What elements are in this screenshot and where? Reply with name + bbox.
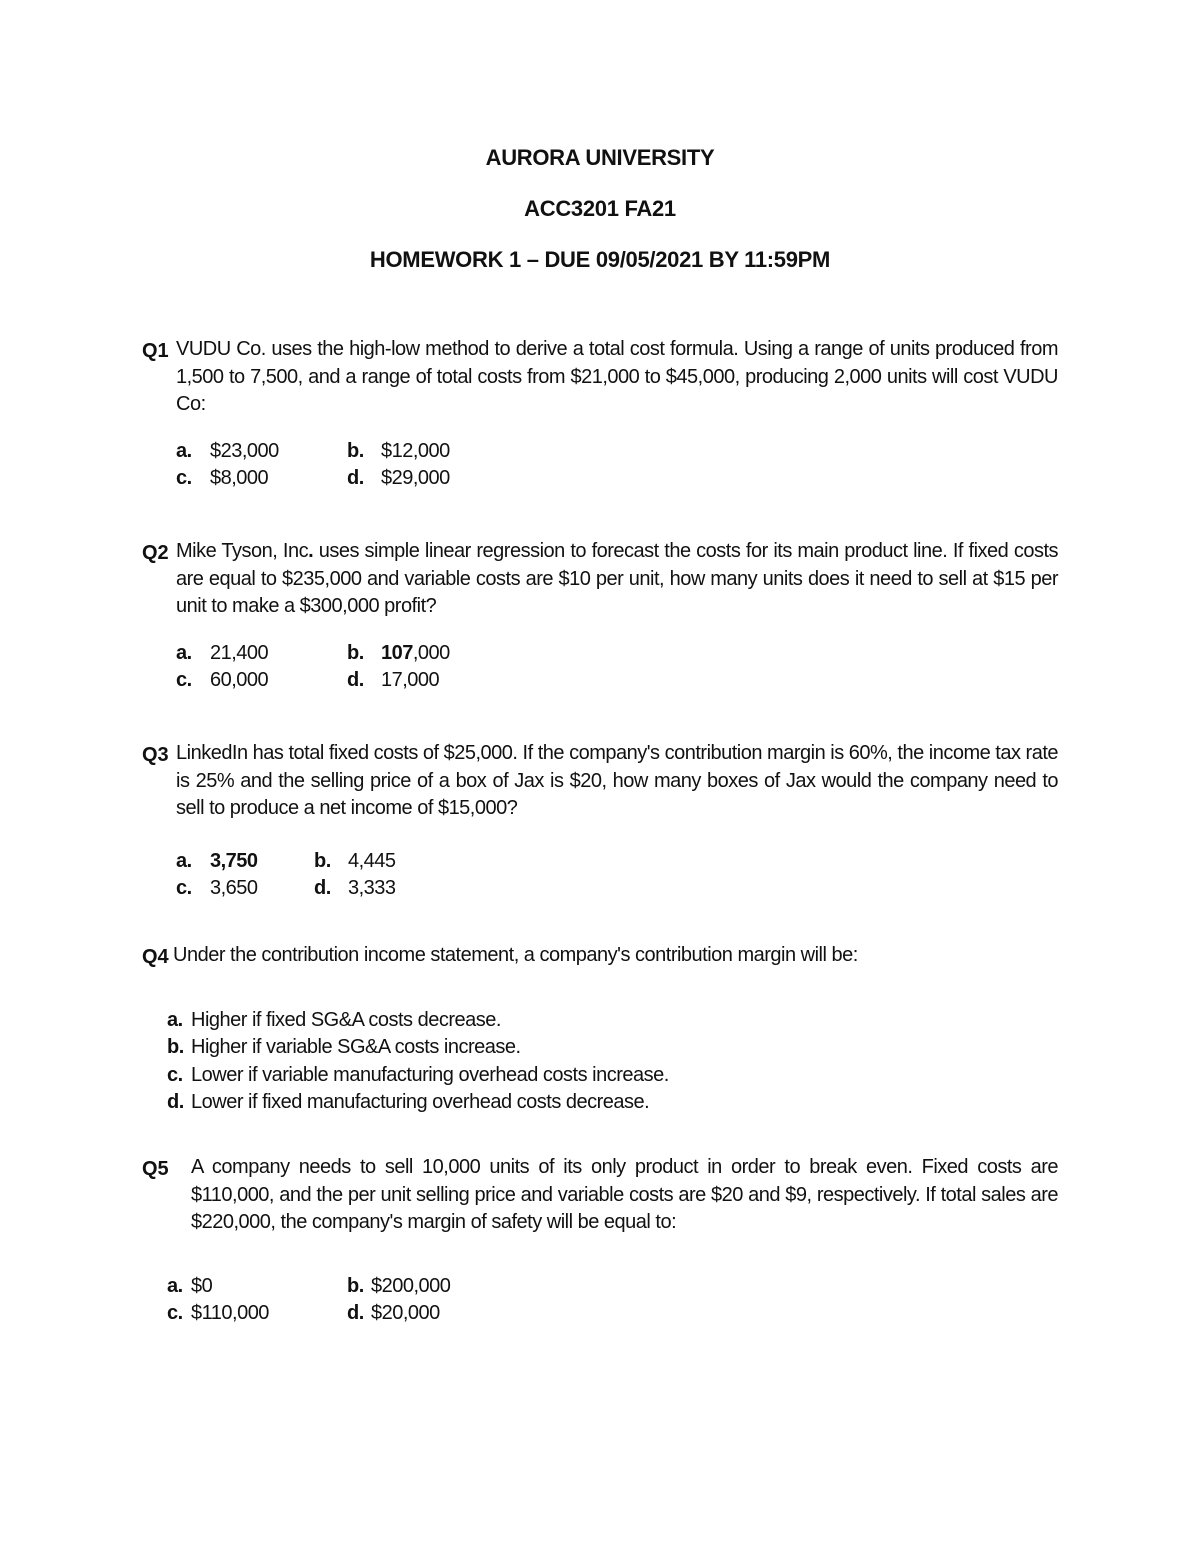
option-value: Higher if fixed SG&A costs decrease. xyxy=(191,1009,501,1031)
option-letter: b. xyxy=(347,642,364,664)
option-value-bold: 107 xyxy=(381,642,413,664)
option-value: $12,000 xyxy=(381,440,450,462)
option-letter: c. xyxy=(176,669,192,691)
option-value: $110,000 xyxy=(191,1302,269,1324)
option-a xyxy=(176,642,268,665)
assignment-title: HOMEWORK 1 – DUE 09/05/2021 BY 11:59PM xyxy=(369,247,831,272)
option-d xyxy=(347,669,439,692)
option-value: 3,650 xyxy=(210,877,258,899)
option-letter: b. xyxy=(347,1275,364,1297)
option-value: 3,750 xyxy=(210,850,258,872)
option-value: $0 xyxy=(191,1275,213,1297)
option-b xyxy=(347,1275,450,1298)
option-b xyxy=(347,440,450,463)
option-value: 21,400 xyxy=(210,642,269,664)
option-letter: c. xyxy=(167,1302,183,1324)
option-letter: a. xyxy=(176,440,192,462)
question-text: A company needs to sell 10,000 units of its only product in order to break even. Fixed costs are $110,000, and the per unit selling price and variable costs are $20 and $9, respectively. If total sales are $220,000, the company's margin of safety will be equal to: xyxy=(191,1156,1058,1233)
option-c xyxy=(176,669,268,692)
question-text-part: Mike Tyson, Inc xyxy=(176,540,309,562)
question-number: Q4 xyxy=(142,946,169,968)
option-value: ,000 xyxy=(412,642,450,664)
option-value: $8,000 xyxy=(210,467,269,489)
option-letter: d. xyxy=(347,669,364,691)
option-value: $20,000 xyxy=(371,1302,440,1324)
option-letter: a. xyxy=(176,642,192,664)
course-title: ACC3201 FA21 xyxy=(524,196,676,221)
option-b xyxy=(347,642,450,665)
option-a xyxy=(176,850,258,873)
option-letter: d. xyxy=(167,1091,184,1113)
option-value: Higher if variable SG&A costs increase. xyxy=(191,1036,521,1058)
option-a xyxy=(167,1275,212,1298)
option-value: $29,000 xyxy=(381,467,450,489)
option-c xyxy=(167,1064,669,1087)
question-number: Q2 xyxy=(142,542,169,564)
option-c xyxy=(167,1302,269,1325)
question-text-bold-part: . xyxy=(308,540,314,562)
option-value: $200,000 xyxy=(371,1275,451,1297)
option-c xyxy=(176,467,268,490)
university-title: AURORA UNIVERSITY xyxy=(485,145,715,170)
option-letter: b. xyxy=(347,440,364,462)
option-value: 60,000 xyxy=(210,669,269,691)
question-number: Q1 xyxy=(142,340,169,362)
option-a xyxy=(176,440,279,463)
option-letter: a. xyxy=(167,1275,183,1297)
option-value: 17,000 xyxy=(381,669,440,691)
option-d xyxy=(314,877,396,900)
option-letter: c. xyxy=(176,467,192,489)
option-value: Lower if fixed manufacturing overhead costs decrease. xyxy=(191,1091,650,1113)
question-text xyxy=(176,538,1058,621)
option-letter: a. xyxy=(167,1009,183,1031)
option-letter: b. xyxy=(167,1036,184,1058)
option-letter: d. xyxy=(314,877,331,899)
option-value: 3,333 xyxy=(348,877,396,899)
question-number: Q3 xyxy=(142,744,169,766)
option-value: Lower if variable manufacturing overhead costs increase. xyxy=(191,1064,669,1086)
option-letter: d. xyxy=(347,1302,364,1324)
option-letter: c. xyxy=(176,877,192,899)
option-d xyxy=(167,1091,649,1114)
option-d xyxy=(347,1302,440,1325)
option-d xyxy=(347,467,450,490)
option-letter: b. xyxy=(314,850,331,872)
question-text: LinkedIn has total fixed costs of $25,000. If the company's contribution margin is 60%, the income tax rate is 25% and the selling price of a box of Jax is $20, how many boxes of Jax would the company need to sell to produce a net income of $15,000? xyxy=(176,742,1058,819)
option-letter: c. xyxy=(167,1064,183,1086)
question-text: Under the contribution income statement, a company's contribution margin will be: xyxy=(173,944,858,966)
question-text: VUDU Co. uses the high-low method to derive a total cost formula. Using a range of units produced from 1,500 to 7,500, and a range of total costs from $21,000 to $45,000, producing 2,000 units will cost VUDU Co: xyxy=(176,338,1058,415)
option-b xyxy=(314,850,396,873)
question-text-part: uses simple linear regression to forecast the costs for its main product line. If fixed costs are equal to $235,000 and variable costs are $10 per unit, how many units does it need to sell at $15 per unit to make a $300,000 profit? xyxy=(176,540,1059,617)
option-c xyxy=(176,877,258,900)
option-letter: a. xyxy=(176,850,192,872)
option-a xyxy=(167,1009,501,1032)
option-letter: d. xyxy=(347,467,364,489)
option-value: $23,000 xyxy=(210,440,279,462)
option-b xyxy=(167,1036,521,1059)
option-value: 4,445 xyxy=(348,850,396,872)
question-number: Q5 xyxy=(142,1158,169,1180)
